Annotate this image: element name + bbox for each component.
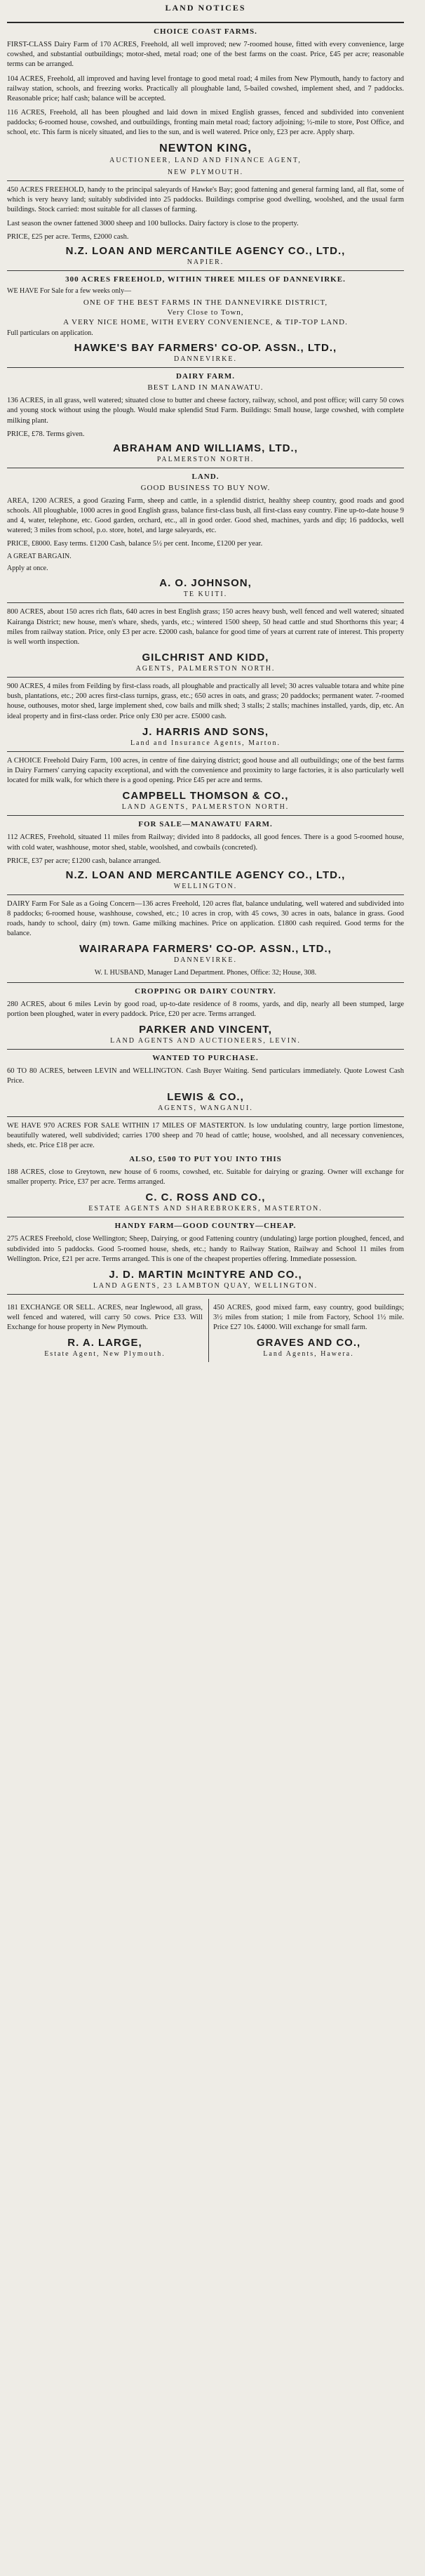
ad-paragraph: 136 ACRES, in all grass, well watered; situated close to butter and cheese factory, railway, school, and post office; will carry 50 cows and young stock without using the plough. Would make splendid Stud Farm. Buildings: Small house, large cowshed, with complete milking plant. xyxy=(7,397,404,425)
ad-choice-coast-farms xyxy=(7,27,404,176)
agent-name: C. C. ROSS AND CO., xyxy=(145,1191,266,1204)
ad-paragraph: 900 ACRES, 4 miles from Feilding by first-class roads, all ploughable and practically all level; 30 acres valuable totara and white pine bush, plantations, etc.; 200 acres first-class turnips, grass, etc.; 650 acres in oats, and grass; 20 paddocks; permanent water. 7-roomed house, outhouses, motor shed, large implement shed, cow bails and milk shed; 3 stalls; 2 stalls; machines installed, yards, dip, etc. An ideal property and in first-class order. Price only £30 per acre. £5000 cash. xyxy=(7,682,404,720)
agent-place: PALMERSTON NORTH. xyxy=(156,455,255,463)
divider xyxy=(7,1049,404,1050)
agent-name: GILCHRIST AND KIDD, xyxy=(142,652,269,664)
ad-paragraph: FIRST-CLASS Dairy Farm of 170 ACRES, Freehold, all well improved; new 7-roomed house, fitted with every convenience, large cowshed, and substantial outbuildings; motor-shed, metal road; one of the best farms on the coast. Price, £45 per acre; reasonable terms can be arranged. xyxy=(7,41,404,69)
agent-name: J. D. MARTIN McINTYRE AND CO., xyxy=(109,1268,302,1281)
divider xyxy=(7,815,404,816)
ad-paragraph: A CHOICE Freehold Dairy Farm, 100 acres, in centre of fine dairying district; good house and all outbuildings; one of the best farms in Dairy Farmers' carrying capacity exceptional, and with the convenience and proximity to large factories, it is also particularly well located for milk walk, for which there is a good opening. Price £45 per acre and terms. xyxy=(7,756,404,785)
agent-name: PARKER AND VINCENT, xyxy=(139,1024,272,1036)
divider xyxy=(7,677,404,678)
agent-name: R. A. LARGE, xyxy=(67,1337,142,1349)
ad-450-acres-hawkes-bay xyxy=(7,185,404,267)
ad-subheading: GOOD BUSINESS TO BUY NOW. xyxy=(140,483,271,492)
agent-place: NEW PLYMOUTH. xyxy=(167,168,244,176)
ad-paragraph: DAIRY Farm For Sale as a Going Concern—136 acres Freehold, 120 acres flat, balance undulating, well watered and subdivided into 8 paddocks; 6-roomed house, washhouse, cowshed, etc.; 10 acres in crop, with 45 cows, 30 acres in oats, balance in grass. Good roads, handy to school, dairy (m) town. Game milking machines. Price on application. £1800 cash required. Good terms for the balance. xyxy=(7,899,404,938)
agent-name: ABRAHAM AND WILLIAMS, LTD., xyxy=(113,442,298,454)
ad-line: Full particulars on application. xyxy=(7,329,93,337)
divider xyxy=(7,270,404,271)
agent-place: LAND AGENTS, 23 LAMBTON QUAY, WELLINGTON. xyxy=(93,1281,318,1290)
ad-heading: LAND. xyxy=(191,472,220,481)
agent-place: WELLINGTON. xyxy=(173,882,238,890)
ad-wanted-to-purchase xyxy=(7,1054,404,1111)
ad-cropping-dairy xyxy=(7,987,404,1045)
ad-heading: HANDY FARM—GOOD COUNTRY—CHEAP. xyxy=(114,1222,297,1231)
agent-place: LAND AGENTS AND AUCTIONEERS, LEVIN. xyxy=(110,1037,301,1045)
ad-heading: CROPPING OR DAIRY COUNTRY. xyxy=(135,986,276,996)
divider xyxy=(7,1294,404,1295)
agent-name: HAWKE'S BAY FARMERS' CO-OP. ASSN., LTD., xyxy=(74,342,337,355)
ad-paragraph: WE HAVE 970 ACRES FOR SALE WITHIN 17 MILES OF MASTERTON. Is low undulating country, large portion limestone, beautifully watered, well subdivided; carries 1700 sheep and 70 head of cattle; house, woolshed, and all necessary conveniences, sheds, etc. Price £18 per acre. xyxy=(7,1121,404,1149)
ad-paragraph: 450 ACRES, good mixed farm, easy country, good buildings; 3½ miles from station; 1 mile from Factory, School 1½ mile. Price £27 10s. £4000. Will exchange for small farm. xyxy=(213,1303,404,1332)
agent-place: Land Agents, Hawera. xyxy=(263,1350,354,1359)
agent-place: DANNEVIRKE. xyxy=(173,355,238,364)
agent-place: Land and Insurance Agents, Marton. xyxy=(130,739,281,747)
ad-heading: CHOICE COAST FARMS. xyxy=(154,27,257,36)
two-column-ads xyxy=(7,1299,404,1363)
ad-heading: DAIRY FARM. xyxy=(176,372,235,381)
divider xyxy=(7,180,404,181)
ad-paragraph: 450 ACRES FREEHOLD, handy to the principal saleyards of Hawke's Bay; good fattening and general farming land, all flat, some of which is very heavy land; suitably subdivided into 25 paddocks. Buildings comprise good dwelling, woolshed, and the usual farm buildings. Stock carried: most suitable for all classes of farming. xyxy=(7,185,404,213)
ad-paragraph: AREA, 1200 ACRES, a good Grazing Farm, sheep and cattle, in a splendid district, healthy sheep country, good roads and good schools. All ploughable, 1000 acres in good English grass, balance first-class bush, all first-class easy country. Fine up-to-date house 9 and 4, water, telephone, etc. Good garden, orchard, etc., all in good order. Good shed, machines, yards and dip; 16 paddocks, well watered; 3 miles from school, p.o. store, hotel, and large saleyards, etc. xyxy=(7,496,404,535)
ad-price: PRICE, £8000. Easy terms. £1200 Cash, balance 5½ per cent. Income, £1200 per year. xyxy=(7,540,263,548)
agent-contact: W. I. HUSBAND, Manager Land Department. Phones, Office: 32; House, 308. xyxy=(94,969,317,977)
ad-paragraph: 104 ACRES, Freehold, all improved and having level frontage to good metal road; 4 miles from New Plymouth, handy to factory and railway station, schools, and freezing works. Practically all ploughable land, 5-bailed cowshed, implement shed, and 7 paddocks. Reasonable price; half cash; balance will be accepted. xyxy=(7,74,404,103)
ad-970-acres-masterton xyxy=(7,1121,404,1213)
ad-manawatu-farm xyxy=(7,820,404,890)
ad-paragraph: 188 ACRES, close to Greytown, new house of 6 rooms, cowshed, etc. Suitable for dairying or grazing. Owner will exchange for smaller property. Price, £37 per acre. Terms arranged. xyxy=(7,1168,404,1187)
agent-role: AUCTIONEER, LAND AND FINANCE AGENT, xyxy=(109,156,302,164)
divider xyxy=(7,751,404,752)
divider xyxy=(7,1116,404,1117)
ad-handy-farm xyxy=(7,1222,404,1290)
ad-line: WE HAVE For Sale for a few weeks only— xyxy=(7,287,131,296)
ad-dannevirke xyxy=(7,275,404,363)
agent-name: CAMPBELL THOMSON & CO., xyxy=(122,790,289,802)
ad-paragraph: 112 ACRES, Freehold, situated 11 miles from Railway; divided into 8 paddocks, all good fences. There is a good 5-roomed house, with cold water, washhouse, motor shed, stable, woolshed, and cowbails (concreted). xyxy=(7,833,404,852)
ad-paragraph: Last season the owner fattened 3000 sheep and 100 bullocks. Dairy factory is close to the property. xyxy=(7,220,299,228)
agent-name: A. O. JOHNSON, xyxy=(159,577,252,590)
ad-price: PRICE, £25 per acre. Terms, £2000 cash. xyxy=(7,233,129,242)
ad-line: Apply at once. xyxy=(7,564,48,572)
ad-heading: FOR SALE—MANAWATU FARM. xyxy=(138,820,273,829)
agent-place: ESTATE AGENTS AND SHAREBROKERS, MASTERTON. xyxy=(88,1205,323,1213)
ad-paragraph: 280 ACRES, about 6 miles Levin by good road, up-to-date residence of 8 rooms, yards, and dip, nearly all been stumped, large portion been ploughed, water in every paddock. Price, £20 per acre. Terms arranged. xyxy=(7,1000,404,1019)
agent-place: AGENTS, PALMERSTON NORTH. xyxy=(135,665,276,673)
ad-heading: WANTED TO PURCHASE. xyxy=(152,1054,259,1063)
divider xyxy=(7,22,404,23)
ad-land-good-business xyxy=(7,473,404,599)
ad-dairy-going-concern xyxy=(7,899,404,978)
divider xyxy=(7,982,404,983)
agent-name: WAIRARAPA FARMERS' CO-OP. ASSN., LTD., xyxy=(79,943,332,956)
divider xyxy=(7,602,404,603)
ad-line: A VERY NICE HOME, WITH EVERY CONVENIENCE, & TIP-TOP LAND. xyxy=(63,317,348,326)
agent-name: J. HARRIS AND SONS, xyxy=(142,725,269,738)
agent-name: NEWTON KING, xyxy=(159,142,252,154)
agent-place: AGENTS, WANGANUI. xyxy=(158,1104,253,1112)
ad-450-mixed-farm xyxy=(208,1299,404,1363)
agent-name: N.Z. LOAN AND MERCANTILE AGENCY CO., LTD., xyxy=(65,868,346,881)
agent-name: N.Z. LOAN AND MERCANTILE AGENCY CO., LTD., xyxy=(65,245,346,258)
ad-line: Very Close to Town, xyxy=(167,308,244,317)
ad-price: PRICE, £37 per acre; £1200 cash, balance arranged. xyxy=(7,857,161,865)
ad-subheading: BEST LAND IN MANAWATU. xyxy=(147,383,264,392)
agent-place: TE KUITI. xyxy=(183,590,228,599)
ad-exchange-or-sell xyxy=(7,1299,203,1363)
ad-heading: 300 ACRES FREEHOLD, WITHIN THREE MILES OF DANNEVIRKE. xyxy=(65,275,346,284)
ad-paragraph: 275 ACRES Freehold, close Wellington; Sheep, Dairying, or good Fattening country (undulating) large portion ploughed, fenced, and subdivided into 5 paddocks. Good 5-roomed house, sheds, etc.; handy to Railway Station, Railway and School 11 miles from Wellington. Price, £21 per acre. Terms arranged. This is one of the cheapest properties offering. Immediate possession. xyxy=(7,1235,404,1263)
ad-line: A GREAT BARGAIN. xyxy=(7,553,72,561)
agent-name: LEWIS & CO., xyxy=(167,1090,244,1103)
ad-dairy-farm-manawatu xyxy=(7,372,404,463)
agent-place: NAPIER. xyxy=(187,258,224,267)
ad-paragraph: 116 ACRES, Freehold, all has been ploughed and laid down in mixed English grasses, fenced and subdivided into convenient paddocks; 6-roomed house, cowshed, and outbuildings, fronting main metal road; factory adjoining; ½-mile to store, Post Office, and school, etc. This farm is nicely situated, and lies to the sun, and is well watered. Price only, £23 per acre. Apply sharp. xyxy=(7,109,404,137)
divider xyxy=(7,894,404,895)
agent-place: LAND AGENTS, PALMERSTON NORTH. xyxy=(121,803,290,812)
ad-800-acres xyxy=(7,607,404,673)
agent-place: DANNEVIRKE. xyxy=(173,956,238,965)
ad-paragraph: 60 TO 80 ACRES, between LEVIN and WELLINGTON. Cash Buyer Waiting. Send particulars immediately. Quote Lowest Cash Price. xyxy=(7,1067,404,1085)
ad-900-acres xyxy=(7,682,404,747)
agent-place: Estate Agent, New Plymouth. xyxy=(44,1350,166,1359)
ad-price: PRICE, £78. Terms given. xyxy=(7,430,85,438)
ad-paragraph: 800 ACRES, about 150 acres rich flats, 640 acres in best English grass; 150 acres heavy bush, well fenced and well watered; situated Kairanga District; new house, men's whare, sheds, yards, etc.; wintered 1500 sheep, 50 head cattle and stud Shorthorns this year; 4 miles from railway station. Price, only £3 per acre. £2000 cash, balance for good time of years at current rate of interest. This property is well worth inspection. xyxy=(7,608,404,646)
page-title: LAND NOTICES xyxy=(165,3,246,13)
ad-line: ONE OF THE BEST FARMS IN THE DANNEVIRKE DISTRICT, xyxy=(83,298,328,307)
ad-paragraph: 181 EXCHANGE OR SELL. ACRES, near Inglewood, all grass, well fenced and watered, will carry 50 cows. Price £33. Will Exchange for house property in New Plymouth. xyxy=(7,1303,203,1332)
agent-name: GRAVES AND CO., xyxy=(256,1337,361,1349)
divider xyxy=(7,367,404,368)
ad-subheading: ALSO, £500 TO PUT YOU INTO THIS xyxy=(129,1155,282,1164)
ad-choice-dairy-100 xyxy=(7,756,404,812)
